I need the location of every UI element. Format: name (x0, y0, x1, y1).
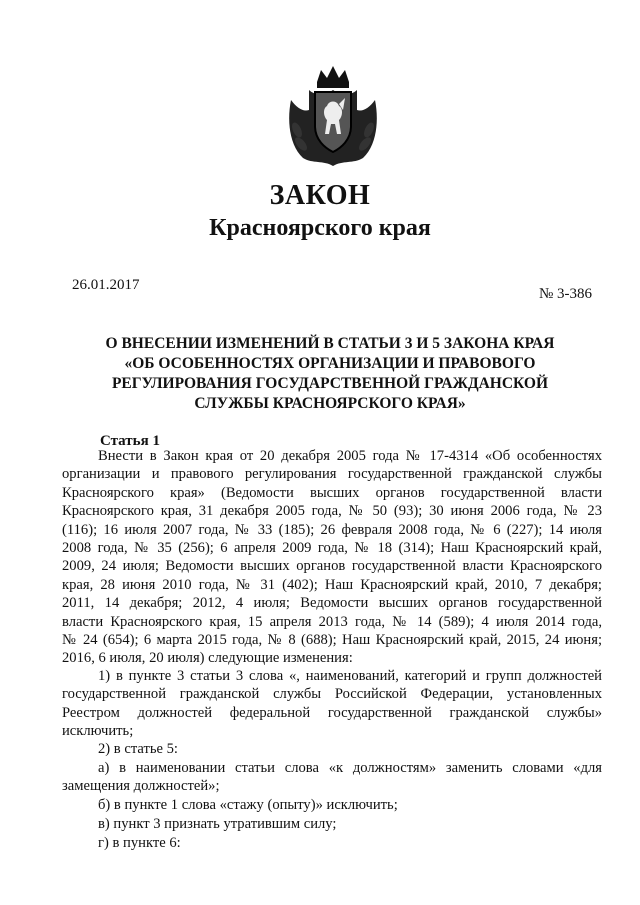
law-number: № 3-386 (538, 286, 592, 302)
text-line: Красноярского края» (Ведомости высших органов государственной власти (62, 484, 602, 501)
text-line: б) в пункте 1 слова «стажу (опыту)» исключить; (98, 797, 398, 813)
text-line: 2008 года, № 35 (256); 6 апреля 2009 года, № 18 (314); Наш Красноярский край, (62, 540, 602, 557)
coat-of-arms-emblem (283, 60, 383, 170)
item-2d (62, 834, 602, 852)
act-heading (100, 334, 560, 414)
law-title: ЗАКОН (269, 180, 371, 211)
text-line: власти Красноярского края, 15 апреля 2013 года, № 14 (589); 4 июля 2014 года, (62, 613, 602, 630)
text-line: исключить; (62, 723, 134, 740)
act-heading-line: О ВНЕСЕНИИ ИЗМЕНЕНИЙ В СТАТЬИ 3 И 5 ЗАКОНА КРАЯ (105, 335, 555, 352)
text-line: государственной гражданской службы Российской Федерации, установленных (62, 686, 602, 703)
text-line: Красноярского края, 31 декабря 2005 года, № 50 (93); 30 июня 2006 года, № 23 (62, 503, 602, 520)
text-line: организации и правового регулирования государственной гражданской службы (62, 466, 602, 483)
text-line: а) в наименовании статьи слова «к должностям» заменить словами «для (98, 760, 602, 776)
act-heading-line: «ОБ ОСОБЕННОСТЯХ ОРГАНИЗАЦИИ И ПРАВОВОГО (124, 355, 536, 372)
text-line: замещения должностей»; (62, 778, 220, 795)
law-date: 26.01.2017 (72, 277, 140, 293)
text-line: г) в пункте 6: (98, 835, 181, 851)
text-line: (116); 16 июля 2007 года, № 33 (185); 26 февраля 2008 года, № 6 (227); 14 июля (62, 521, 602, 538)
act-heading-line: РЕГУЛИРОВАНИЯ ГОСУДАРСТВЕННОЙ ГРАЖДАНСКОЙ (111, 375, 549, 392)
paragraph-intro (62, 447, 602, 668)
text-line: Внести в Закон края от 20 декабря 2005 года № 17-4314 «Об особенностях (98, 448, 602, 464)
text-line: № 24 (654); 6 марта 2015 года, № 8 (688); Наш Красноярский край, 2015, 24 июня; (62, 632, 602, 649)
text-line: 2) в статье 5: (98, 741, 178, 757)
text-line: 2016, 6 июля, 20 июля) следующие изменения: (62, 650, 353, 667)
text-line: 2009, 24 июля; Ведомости высших органов государственной власти Красноярского (62, 558, 602, 575)
text-line: 2011, 14 декабря; 2012, 4 июля; Ведомости высших органов государственной (62, 595, 602, 612)
text-line: Реестром должностей федеральной государственной гражданской службы» (62, 704, 602, 721)
text-line: в) пункт 3 признать утратившим силу; (98, 816, 337, 832)
item-2c (62, 815, 602, 833)
law-subtitle: Красноярского края (209, 215, 431, 241)
item-2b (62, 796, 602, 814)
item-2a (62, 759, 602, 796)
act-heading-line: СЛУЖБЫ КРАСНОЯРСКОГО КРАЯ» (194, 395, 466, 412)
text-line: края, 28 июня 2010 года, № 31 (402); Наш Красноярский край, 2010, 7 декабря; (62, 576, 602, 593)
item-1 (62, 667, 602, 741)
text-line: 1) в пункте 3 статьи 3 слова «, наименований, категорий и групп должностей (98, 668, 602, 684)
item-2 (62, 740, 602, 758)
article-label: Статья 1 (100, 433, 160, 449)
